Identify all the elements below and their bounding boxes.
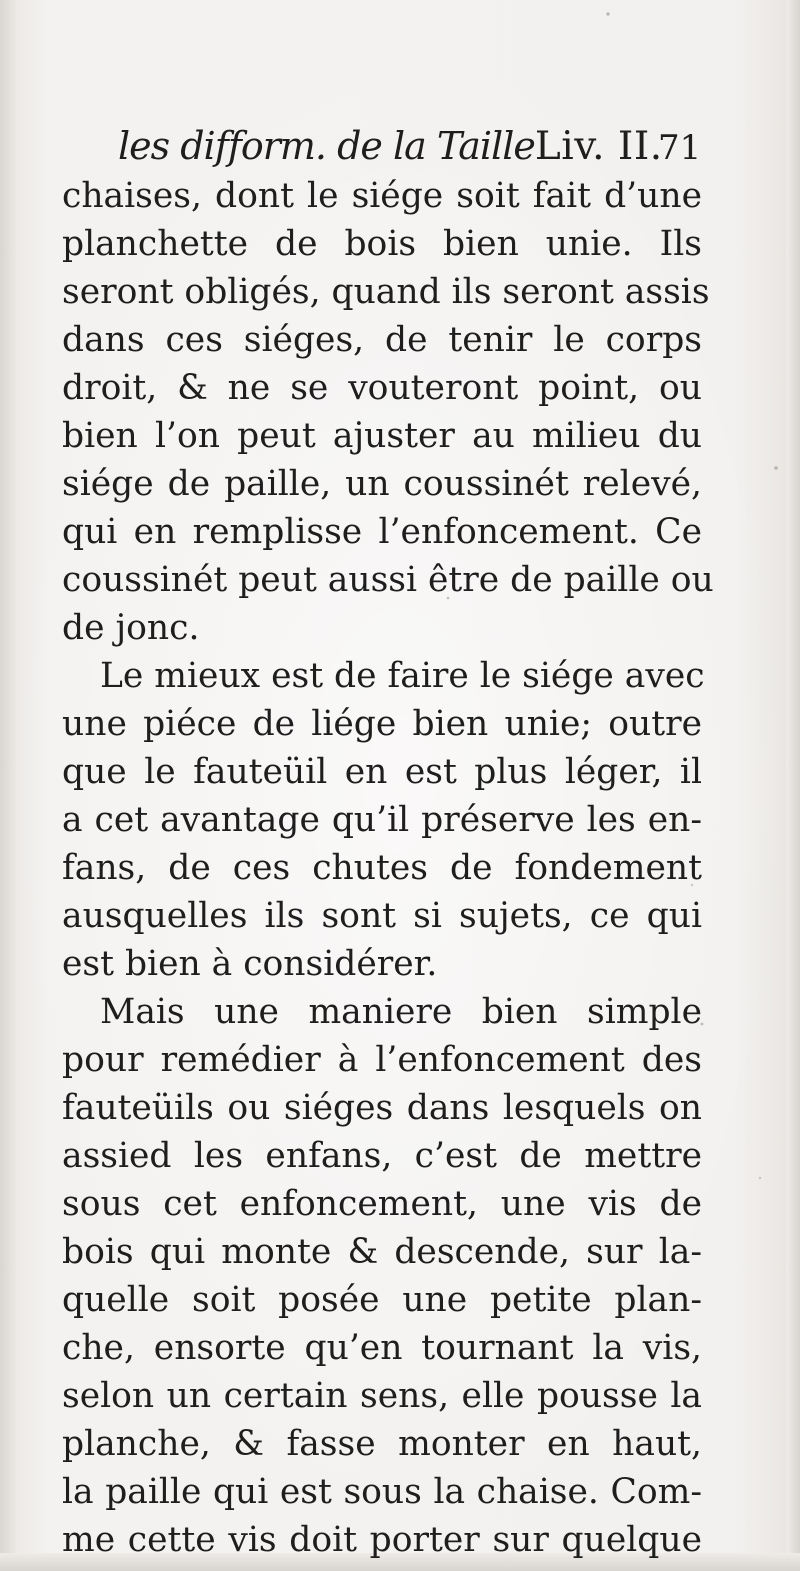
text-line: planche, & fasse monter en haut,: [62, 1424, 702, 1464]
text-line: bois qui monte & descende, sur la-: [62, 1232, 702, 1272]
page-number: 71: [658, 128, 702, 168]
text-line: qui en remplisse l’enfoncement. Ce: [62, 512, 702, 552]
text-line: bien l’on peut ajuster au milieu du: [62, 416, 702, 456]
text-line: fans, de ces chutes de fondement: [62, 848, 702, 888]
text-line: me cette vis doit porter sur quelque: [62, 1520, 702, 1560]
text-line: coussinét peut aussi être de paille ou: [62, 560, 714, 600]
text-line: de jonc.: [62, 608, 200, 648]
running-title: les difform. de la Taille: [118, 124, 535, 168]
text-line: seront obligés, quand ils seront assis: [62, 272, 710, 312]
text-line: pour remédier à l’enfoncement des: [62, 1040, 702, 1080]
text-line: planchette de bois bien unie. Ils: [62, 224, 702, 264]
text-line: droit, & ne se vouteront point, ou: [62, 368, 702, 408]
text-line: que le fauteüil en est plus léger, il: [62, 752, 702, 792]
text-line: che, ensorte qu’en tournant la vis,: [62, 1328, 702, 1368]
text-line: ausquelles ils sont si sujets, ce qui: [62, 896, 702, 936]
text-line: est bien à considérer.: [62, 944, 438, 984]
paragraph-start-line: Mais une maniere bien simple: [100, 992, 702, 1032]
text-line: sous cet enfoncement, une vis de: [62, 1184, 702, 1224]
text-line: siége de paille, un coussinét relevé,: [62, 464, 702, 504]
body-text: [62, 172, 714, 1564]
book-reference: Liv. II.: [534, 124, 663, 169]
text-line: chaises, dont le siége soit fait d’une: [62, 176, 702, 216]
text-line: selon un certain sens, elle pousse la: [62, 1376, 702, 1416]
text-line: a cet avantage qu’il préserve les en-: [62, 800, 702, 840]
text-line: dans ces siéges, de tenir le corps: [62, 320, 702, 360]
paragraph-start-line: Le mieux est de faire le siége avec: [100, 656, 705, 696]
text-line: une piéce de liége bien unie; outre: [62, 704, 702, 744]
text-line: la paille qui est sous la chaise. Com-: [62, 1472, 702, 1512]
text-line: assied les enfans, c’est de mettre: [62, 1136, 702, 1176]
text-line: quelle soit posée une petite plan-: [62, 1280, 702, 1320]
text-line: fauteüils ou siéges dans lesquels on: [62, 1088, 702, 1128]
